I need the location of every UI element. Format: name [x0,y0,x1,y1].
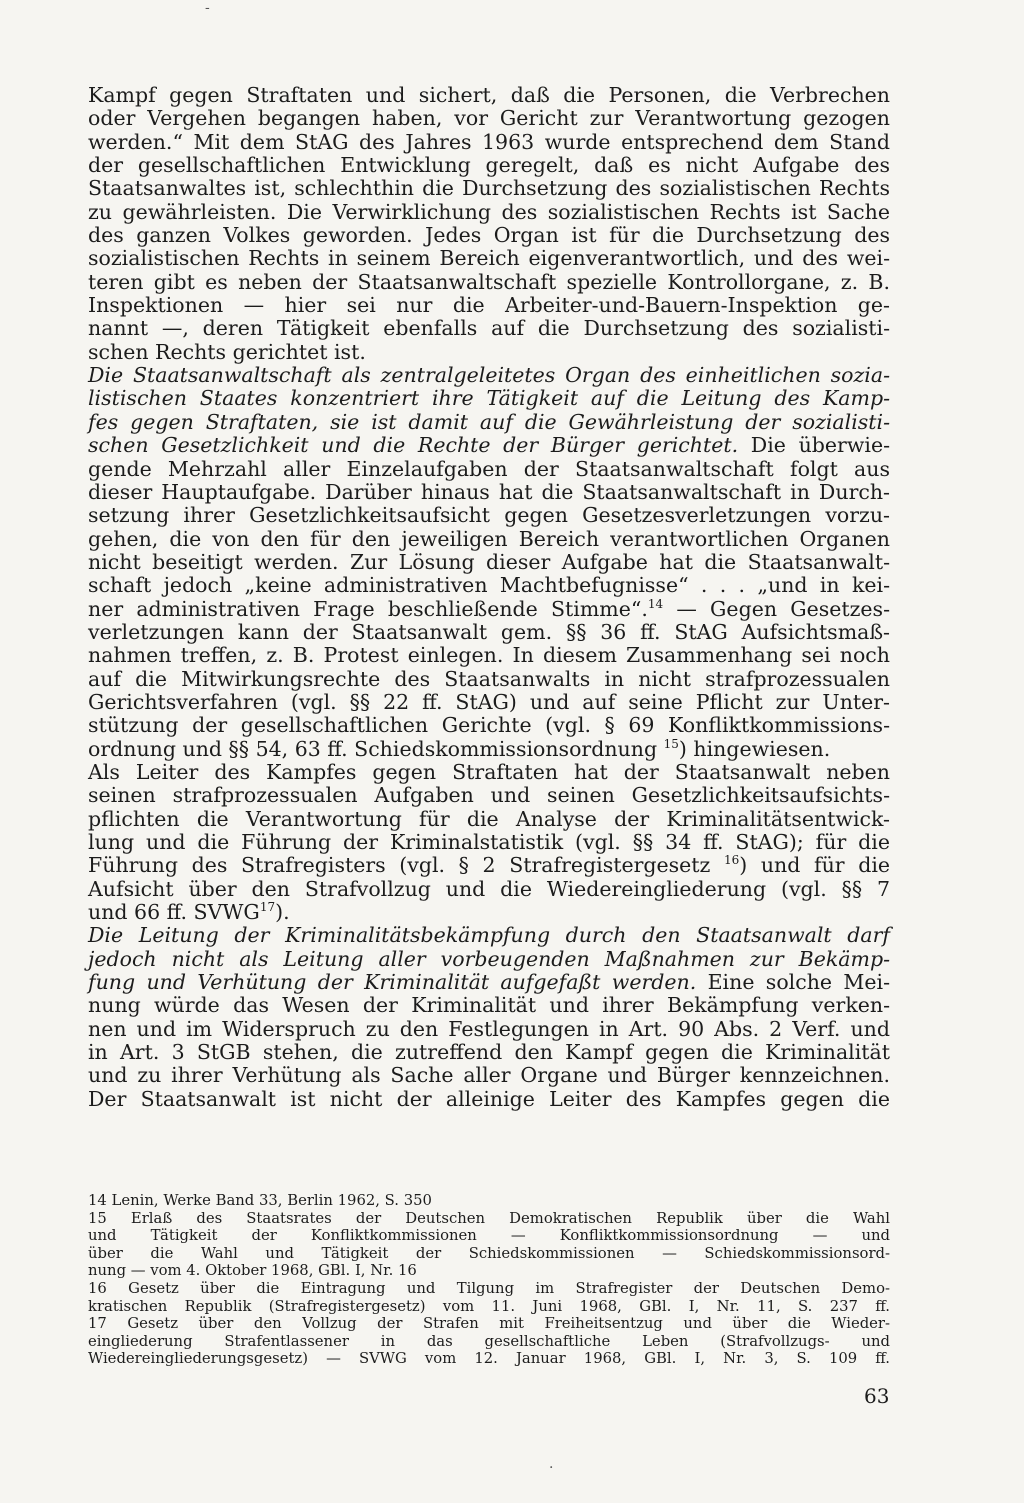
footnote-17-cont: eingliederung Strafentlassener in das gesellschaftliche Leben (Strafvollzugs- und [88,1332,890,1350]
footnote-16: 16 Gesetz über die Eintragung und Tilgung im Strafregister der Deutschen Demo- [88,1279,890,1297]
text-line: teren gibt es neben der Staatsanwaltschaft spezielle Kontrollorgane, z. B. [88,269,890,294]
text-line: Gerichtsverfahren (vgl. §§ 22 ff. StAG) und auf seine Pflicht zur Unter- [88,689,890,714]
text-line-mixed [88,434,890,457]
italic-line: jedoch nicht als Leitung aller vorbeugenden Maßnahmen zur Bekämp- [88,946,890,971]
italic-line: Die Leitung der Kriminalitätsbekämpfung durch den Staatsanwalt darf [88,923,890,948]
line-segment: ordnung und §§ 54, 63 ff. Schiedskommissionsordnung [88,736,664,761]
text-line: pflichten die Verantwortung für die Analyse der Kriminalitätsentwick- [88,806,890,831]
text-line: nung würde das Wesen der Kriminalität und ihrer Bekämpfung verken- [88,993,890,1018]
line-segment: Führung des Strafregisters (vgl. § 2 Strafregistergesetz [88,853,724,878]
text-line-mixed [88,971,890,994]
roman-segment: Die überwie- [738,433,891,458]
text-line [88,901,890,924]
stray-mark-top: - [205,0,210,16]
text-line: lung und die Führung der Kriminalstatistik (vgl. §§ 34 ff. StAG); für die [88,830,890,854]
text-line: auf die Mitwirkungsrechte des Staatsanwalts in nicht strafprozessualen [88,666,890,691]
footnote-ref-17: 17 [259,900,276,915]
footnote-15-cont: nung — vom 4. Oktober 1968, GBl. I, Nr. 16 [88,1262,417,1280]
text-line: gende Mehrzahl aller Einzelaufgaben der Staatsanwaltschaft folgt aus [88,456,890,481]
stray-mark-bottom: · [549,1460,554,1476]
footnote-17-cont: Wiedereingliederungsgesetz) — SVWG vom 12. Januar 1968, GBl. I, Nr. 3, S. 109 ff. [88,1350,890,1368]
text-line: sozialistischen Rechts in seinem Bereich eigenverantwortlich, und des wei- [88,246,890,271]
text-line [88,598,890,621]
body-text [88,84,890,1111]
text-line: gehen, die von den für den jeweiligen Bereich verantwortlichen Organen [88,526,890,551]
italic-segment: fung und Verhütung der Kriminalität aufgefaßt werden. [88,970,697,995]
text-line: oder Vergehen begangen haben, vor Gericht zur Verantwortung gezogen [88,106,890,131]
text-line: des ganzen Volkes geworden. Jedes Organ ist für die Durchsetzung des [88,223,890,248]
text-line: dieser Hauptaufgabe. Darüber hinaus hat die Staatsanwaltschaft in Durch- [88,479,890,504]
footnote-16-cont: kratischen Republik (Strafregistergesetz) vom 11. Juni 1968, GBl. I, Nr. 11, S. 237 ff. [88,1297,890,1315]
line-segment: — Gegen Gesetzes- [663,596,891,621]
text-line: der gesellschaftlichen Entwicklung geregelt, daß es nicht Aufgabe des [88,153,890,178]
text-line: in Art. 3 StGB stehen, die zutreffend den Kampf gegen die Kriminalität [88,1040,890,1065]
text-line [88,738,890,761]
text-line: werden.“ Mit dem StAG des Jahres 1963 wurde entsprechend dem Stand [88,129,890,154]
line-segment: und 66 ff. SVWG [88,900,260,925]
footnote-15-cont: und Tätigkeit der Konfliktkommissionen — Konfliktkommissionsordnung — und [88,1227,890,1245]
footnote-ref-16: 16 [723,853,740,868]
page-number: 63 [864,1384,890,1408]
text-line: nahmen treffen, z. B. Protest einlegen. In diesem Zusammenhang sei noch [88,643,890,668]
line-segment: ) hingewiesen. [678,736,831,761]
text-line: verletzungen kann der Staatsanwalt gem. §§ 36 ff. StAG Aufsichtsmaß- [88,619,890,644]
footnote-15: 15 Erlaß des Staatsrates der Deutschen Demokratischen Republik über die Wahl [88,1209,890,1227]
footnote-17: 17 Gesetz über den Vollzug der Strafen mit Freiheitsentzug und über die Wieder- [88,1315,890,1333]
text-line [88,854,890,877]
text-line: schaft jedoch „keine administrativen Machtbefugnisse“ . . . „und in kei- [88,573,890,598]
text-line: zu gewährleisten. Die Verwirklichung des sozialistischen Rechts ist Sache [88,199,890,224]
text-line: Kampf gegen Straftaten und sichert, daß die Personen, die Verbrechen [88,83,890,107]
footnote-15-cont: über die Wahl und Tätigkeit der Schiedskommissionen — Schiedskommissionsord- [88,1244,890,1262]
text-line: Als Leiter des Kampfes gegen Straftaten hat der Staatsanwalt neben [88,759,890,784]
italic-line: fes gegen Straftaten, sie ist damit auf die Gewährleistung der sozialisti- [88,409,890,434]
line-segment: ). [275,900,290,925]
line-segment: ) und für die [739,853,891,878]
roman-segment: Eine solche Mei- [696,970,891,995]
text-line: seinen strafprozessualen Aufgaben und seinen Gesetzlichkeitsaufsichts- [88,783,890,808]
italic-line: listischen Staates konzentriert ihre Tätigkeit auf die Leitung des Kamp- [88,386,890,411]
footnote-ref-14: 14 [647,596,664,611]
italic-line: Die Staatsanwaltschaft als zentralgeleitetes Organ des einheitlichen sozia- [88,363,890,388]
text-line: stützung der gesellschaftlichen Gerichte (vgl. § 69 Konfliktkommissions- [88,713,890,738]
italic-segment: schen Gesetzlichkeit und die Rechte der Bürger gerichtet. [88,433,739,458]
footnotes [88,1192,890,1368]
text-line: nen und im Widerspruch zu den Festlegungen in Art. 90 Abs. 2 Verf. und [88,1016,890,1041]
footnote-ref-15: 15 [663,736,679,751]
footnote-14: 14 Lenin, Werke Band 33, Berlin 1962, S. 350 [88,1192,432,1209]
line-segment: ner administrativen Frage beschließende Stimme“. [88,596,648,621]
text-line: schen Rechts gerichtet ist. [88,339,366,364]
text-line: Inspektionen — hier sei nur die Arbeiter-und-Bauern-Inspektion ge- [88,293,890,318]
text-line: und zu ihrer Verhütung als Sache aller Organe und Bürger kennzeichnen. [88,1063,890,1088]
text-line: setzung ihrer Gesetzlichkeitsaufsicht gegen Gesetzesverletzungen vorzu- [88,503,890,528]
text-line: Staatsanwaltes ist, schlechthin die Durchsetzung des sozialistischen Rechts [88,176,890,201]
text-line: nannt —, deren Tätigkeit ebenfalls auf die Durchsetzung des sozialisti- [88,316,890,341]
text-line: Aufsicht über den Strafvollzug und die Wiedereingliederung (vgl. §§ 7 [88,876,890,901]
text-line: nicht beseitigt werden. Zur Lösung dieser Aufgabe hat die Staatsanwalt- [88,549,890,574]
text-line: Der Staatsanwalt ist nicht der alleinige Leiter des Kampfes gegen die [88,1086,890,1111]
